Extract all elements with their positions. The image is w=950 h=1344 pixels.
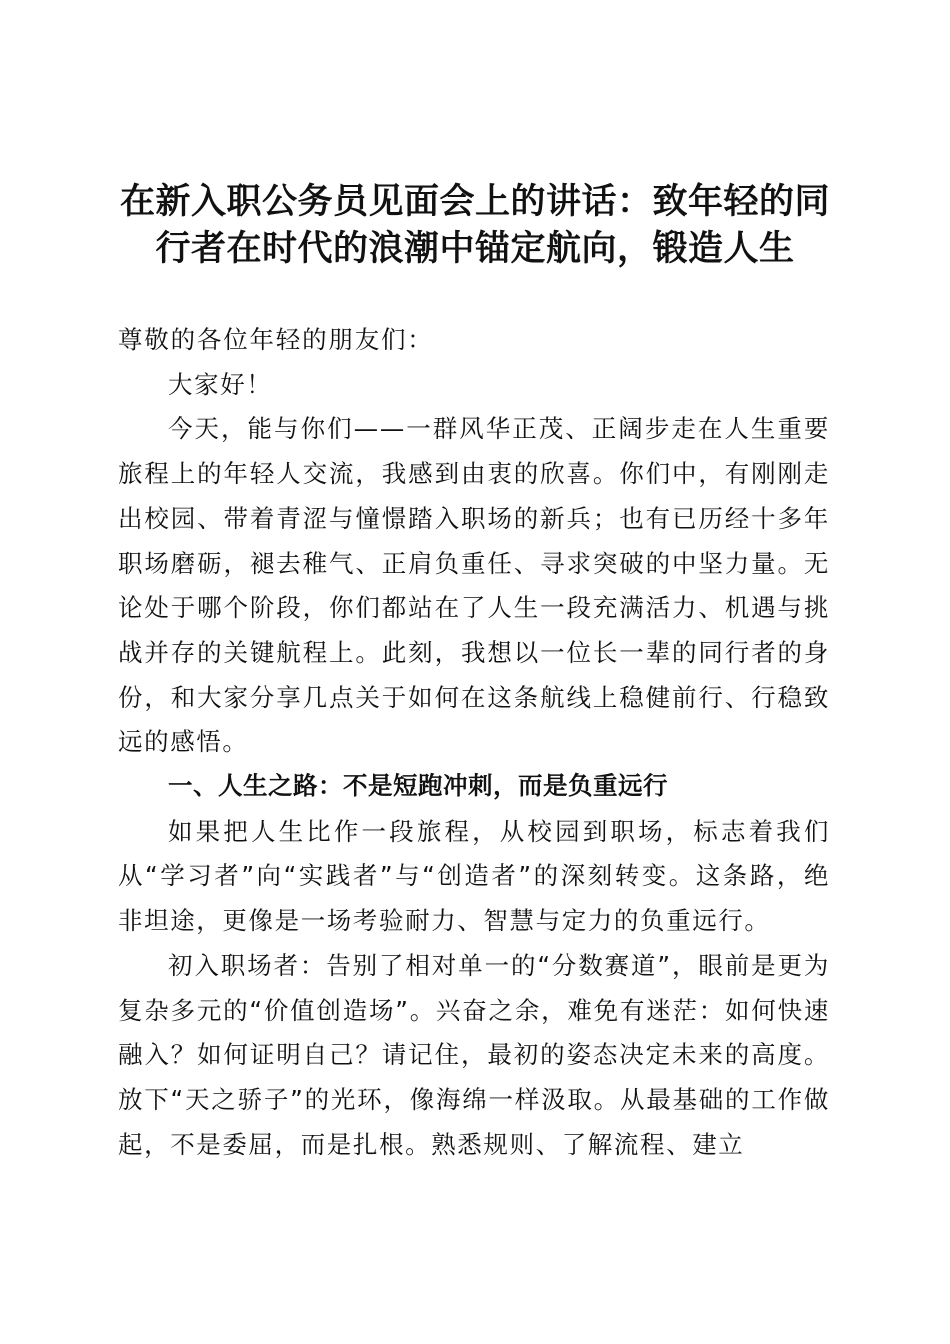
salutation: 尊敬的各位年轻的朋友们： [118, 325, 434, 354]
paragraph-2: 如果把人生比作一段旅程，从校园到职场，标志着我们从“学习者”向“实践者”与“创造者”的深刻转变。这条路，绝非坦途，更像是一场考验耐力、智慧与定力的负重远行。 [118, 816, 830, 936]
title-line-1: 在新入职公务员见面会上的讲话：致年轻的同 [119, 181, 830, 222]
document-title [100, 178, 850, 272]
greeting: 大家好！ [168, 369, 273, 399]
document-body [118, 318, 830, 1167]
paragraph-1: 今天，能与你们——一群风华正茂、正阔步走在人生重要旅程上的年轻人交流，我感到由衷的欣喜。你们中，有刚刚走出校园、带着青涩与憧憬踏入职场的新兵；也有已历经十多年职场磨砺，褪去稚气、正肩负重任、寻求突破的中坚力量。无论处于哪个阶段，你们都站在了人生一段充满活力、机遇与挑战并存的关键航程上。此刻，我想以一位长一辈的同行者的身份，和大家分享几点关于如何在这条航线上稳健前行、行稳致远的感悟。 [118, 414, 830, 757]
section-heading-1: 一、人生之路：不是短跑冲刺，而是负重远行 [168, 773, 668, 801]
title-line-2: 行者在时代的浪潮中锚定航向，锻造人生 [155, 228, 795, 269]
paragraph-3: 初入职场者：告别了相对单一的“分数赛道”，眼前是更为复杂多元的“价值创造场”。兴奋之余，难免有迷茫：如何快速融入？如何证明自己？请记住，最初的姿态决定未来的高度。放下“天之骄子”的光环，像海绵一样汲取。从最基础的工作做起，不是委屈，而是扎根。熟悉规则、了解流程、建立 [118, 950, 830, 1159]
